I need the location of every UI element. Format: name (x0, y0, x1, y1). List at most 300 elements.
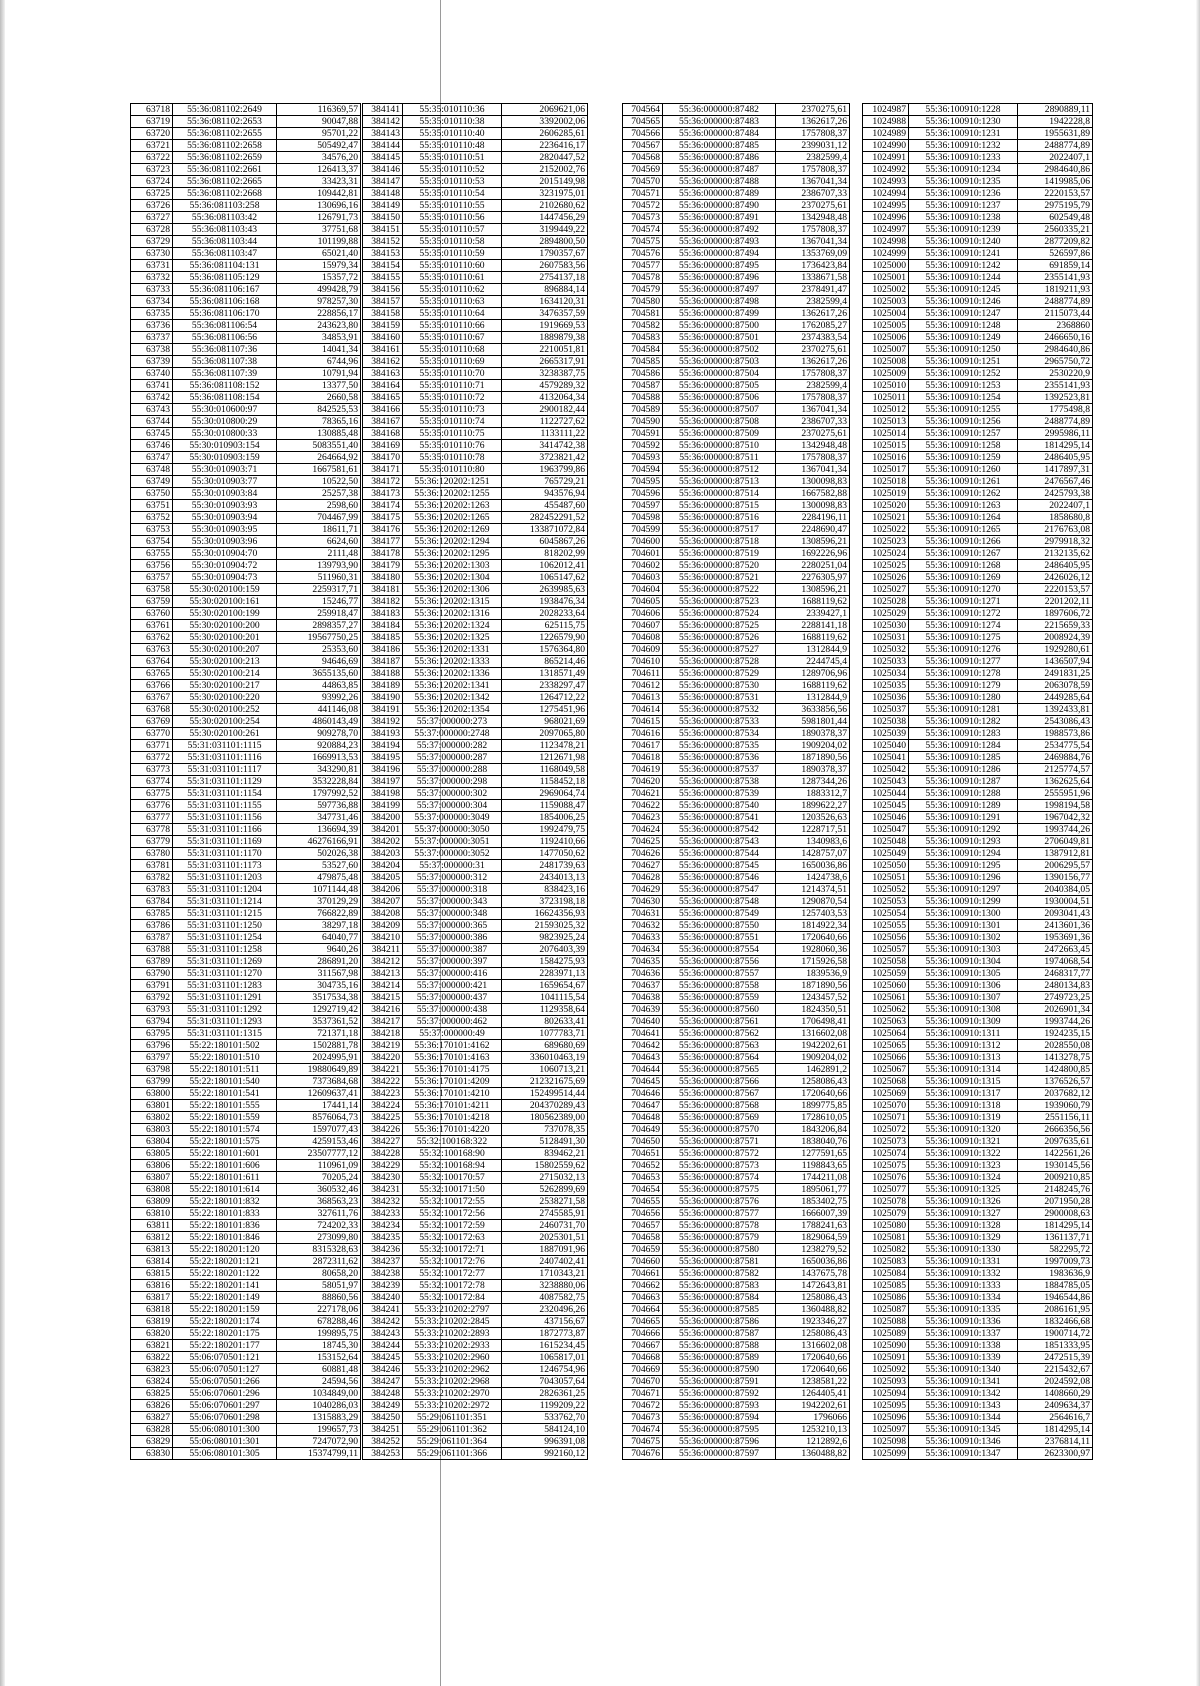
cadastral-value: 1615234,45 (502, 1340, 588, 1352)
cadastral-number: 55:36:000000:87567 (663, 1088, 776, 1100)
table-row (131, 932, 361, 944)
row-number: 384242 (363, 1316, 403, 1328)
cadastral-value: 64040,77 (277, 932, 361, 944)
cadastral-value: 1930145,56 (1018, 1160, 1093, 1172)
cadastral-value: 139793,90 (277, 560, 361, 572)
table-row (863, 1148, 1093, 1160)
cadastral-number: 55:36:100910:1258 (909, 440, 1018, 452)
cadastral-value: 58051,97 (277, 1280, 361, 1292)
row-number: 63793 (131, 1004, 173, 1016)
row-number: 384147 (363, 176, 403, 188)
table-row (131, 1280, 361, 1292)
cadastral-number: 55:22:180101:511 (173, 1064, 277, 1076)
row-number: 63776 (131, 800, 173, 812)
row-number: 384217 (363, 1016, 403, 1028)
table-row (363, 1340, 588, 1352)
cadastral-value: 2028233,64 (502, 608, 588, 620)
table-row (623, 800, 850, 812)
row-number: 384191 (363, 704, 403, 716)
cadastral-number: 55:36:120202:1255 (403, 488, 502, 500)
cadastral-value: 2623300,97 (1018, 1448, 1093, 1460)
cadastral-value: 1899775,85 (776, 1100, 850, 1112)
cadastral-value: 3537361,52 (277, 1016, 361, 1028)
table-row (131, 188, 361, 200)
cadastral-value: 2382599,4 (776, 152, 850, 164)
table-row (131, 1232, 361, 1244)
row-number: 384209 (363, 920, 403, 932)
row-number: 384151 (363, 224, 403, 236)
table-row (863, 464, 1093, 476)
row-number: 384224 (363, 1100, 403, 1112)
table-row (131, 1424, 361, 1436)
table-row (863, 164, 1093, 176)
table-row (131, 296, 361, 308)
table-row (863, 1124, 1093, 1136)
cadastral-number: 55:36:081102:2665 (173, 176, 277, 188)
row-number: 384244 (363, 1340, 403, 1352)
cadastral-number: 55:35:010110:59 (403, 248, 502, 260)
cadastral-number: 55:35:010110:57 (403, 224, 502, 236)
cadastral-number: 55:30:020100:214 (173, 668, 277, 680)
cadastral-number: 55:36:100910:1286 (909, 764, 1018, 776)
cadastral-number: 55:35:010110:63 (403, 296, 502, 308)
row-number: 384168 (363, 428, 403, 440)
cadastral-number: 55:33:210202:2893 (403, 1328, 502, 1340)
cadastral-number: 55:22:180101:555 (173, 1100, 277, 1112)
cadastral-value: 2378491,47 (776, 284, 850, 296)
row-number: 384220 (363, 1052, 403, 1064)
table-row (363, 368, 588, 380)
row-number: 1025086 (863, 1292, 909, 1304)
cadastral-number: 55:32:100172:56 (403, 1208, 502, 1220)
table-row (363, 464, 588, 476)
cadastral-number: 55:36:000000:87488 (663, 176, 776, 188)
row-number: 1025090 (863, 1340, 909, 1352)
cadastral-number: 55:32:100168:90 (403, 1148, 502, 1160)
cadastral-value: 1871890,56 (776, 752, 850, 764)
cadastral-number: 55:35:010110:48 (403, 140, 502, 152)
row-number: 1025039 (863, 728, 909, 740)
table-row (363, 884, 588, 896)
table-row (131, 1352, 361, 1364)
row-number: 1025079 (863, 1208, 909, 1220)
table-row (363, 596, 588, 608)
cadastral-value: 1814295,14 (1018, 440, 1093, 452)
cadastral-number: 55:36:100910:1344 (909, 1412, 1018, 1424)
table-row (623, 596, 850, 608)
cadastral-value: 1424800,85 (1018, 1064, 1093, 1076)
cadastral-number: 55:36:100910:1272 (909, 608, 1018, 620)
cadastral-value: 1720640,66 (776, 1352, 850, 1364)
table-row (863, 380, 1093, 392)
row-number: 704641 (623, 1028, 663, 1040)
cadastral-number: 55:36:000000:87503 (663, 356, 776, 368)
cadastral-number: 55:29:061101:366 (403, 1448, 502, 1460)
row-number: 384193 (363, 728, 403, 740)
row-number: 704600 (623, 536, 663, 548)
cadastral-value: 2076403,39 (502, 944, 588, 956)
table-row (623, 524, 850, 536)
table-row (623, 368, 850, 380)
row-number: 1025023 (863, 536, 909, 548)
row-number: 384182 (363, 596, 403, 608)
cadastral-value: 2639985,63 (502, 584, 588, 596)
cadastral-value: 2984640,86 (1018, 344, 1093, 356)
table-row (131, 1256, 361, 1268)
table-row (863, 812, 1093, 824)
row-number: 384246 (363, 1364, 403, 1376)
cadastral-value: 101199,88 (277, 236, 361, 248)
cadastral-value: 1159088,47 (502, 800, 588, 812)
row-number: 63727 (131, 212, 173, 224)
table-row (363, 524, 588, 536)
cadastral-number: 55:36:100910:1295 (909, 860, 1018, 872)
table-row (131, 392, 361, 404)
cadastral-number: 55:33:210202:2797 (403, 1304, 502, 1316)
table-row (131, 140, 361, 152)
cadastral-value: 2969064,74 (502, 788, 588, 800)
cadastral-number: 55:36:000000:87556 (663, 956, 776, 968)
row-number: 384174 (363, 500, 403, 512)
cadastral-number: 55:36:000000:87547 (663, 884, 776, 896)
cadastral-value: 1710343,21 (502, 1268, 588, 1280)
cadastral-value: 1292719,42 (277, 1004, 361, 1016)
cadastral-value: 25353,60 (277, 644, 361, 656)
table-row (363, 164, 588, 176)
table-row (863, 1256, 1093, 1268)
row-number: 63809 (131, 1196, 173, 1208)
row-number: 384210 (363, 932, 403, 944)
cadastral-number: 55:36:100910:1304 (909, 956, 1018, 968)
cadastral-number: 55:36:100910:1283 (909, 728, 1018, 740)
row-number: 1025064 (863, 1028, 909, 1040)
cadastral-value: 3476357,59 (502, 308, 588, 320)
cadastral-value: 15246,77 (277, 596, 361, 608)
cadastral-value: 625115,75 (502, 620, 588, 632)
table-row (863, 188, 1093, 200)
row-number: 63826 (131, 1400, 173, 1412)
table-row (623, 740, 850, 752)
table-row (623, 896, 850, 908)
cadastral-number: 55:36:100910:1291 (909, 812, 1018, 824)
cadastral-value: 2376814,11 (1018, 1436, 1093, 1448)
row-number: 384232 (363, 1196, 403, 1208)
table-row (363, 1232, 588, 1244)
row-number: 384201 (363, 824, 403, 836)
table-row (863, 140, 1093, 152)
cadastral-number: 55:30:020100:220 (173, 692, 277, 704)
cadastral-value: 282452291,52 (502, 512, 588, 524)
cadastral-value: 2215659,33 (1018, 620, 1093, 632)
cadastral-number: 55:36:100910:1244 (909, 272, 1018, 284)
cadastral-value: 2386707,33 (776, 416, 850, 428)
cadastral-value: 2551156,11 (1018, 1112, 1093, 1124)
cadastral-number: 55:36:000000:87507 (663, 404, 776, 416)
cadastral-value: 15357,72 (277, 272, 361, 284)
row-number: 384146 (363, 164, 403, 176)
row-number: 1025094 (863, 1388, 909, 1400)
table-row (623, 656, 850, 668)
row-number: 384153 (363, 248, 403, 260)
cadastral-number: 55:31:031101:1258 (173, 944, 277, 956)
table-row (623, 980, 850, 992)
cadastral-number: 55:32:100172:63 (403, 1232, 502, 1244)
cadastral-value: 1362617,26 (776, 356, 850, 368)
cadastral-number: 55:36:000000:87559 (663, 992, 776, 1004)
cadastral-number: 55:36:100910:1325 (909, 1184, 1018, 1196)
cadastral-number: 55:36:100910:1308 (909, 1004, 1018, 1016)
cadastral-value: 3723198,18 (502, 896, 588, 908)
cadastral-number: 55:31:031101:1154 (173, 788, 277, 800)
cadastral-number: 55:36:100910:1240 (909, 236, 1018, 248)
cadastral-value: 2409634,37 (1018, 1400, 1093, 1412)
table-row (623, 476, 850, 488)
table-row (363, 692, 588, 704)
cadastral-number: 55:36:100910:1302 (909, 932, 1018, 944)
table-row (131, 464, 361, 476)
row-number: 63813 (131, 1244, 173, 1256)
cadastral-number: 55:36:000000:87595 (663, 1424, 776, 1436)
row-number: 704635 (623, 956, 663, 968)
cadastral-number: 55:06:070601:296 (173, 1388, 277, 1400)
table-row (623, 944, 850, 956)
row-number: 63741 (131, 380, 173, 392)
cadastral-value: 1967042,32 (1018, 812, 1093, 824)
cadastral-number: 55:36:081106:167 (173, 284, 277, 296)
cadastral-value: 1287344,26 (776, 776, 850, 788)
table-row (623, 704, 850, 716)
cadastral-number: 55:35:010110:67 (403, 332, 502, 344)
table-row (363, 104, 588, 116)
row-number: 63796 (131, 1040, 173, 1052)
row-number: 1025093 (863, 1376, 909, 1388)
table-row (863, 1280, 1093, 1292)
table-row (863, 212, 1093, 224)
cadastral-value: 2754137,18 (502, 272, 588, 284)
table-row (623, 1088, 850, 1100)
table-row (863, 356, 1093, 368)
cadastral-value: 1895061,77 (776, 1184, 850, 1196)
table-row (863, 1064, 1093, 1076)
row-number: 704645 (623, 1076, 663, 1088)
cadastral-value: 3238387,75 (502, 368, 588, 380)
cadastral-value: 526597,86 (1018, 248, 1093, 260)
cadastral-value: 1993744,26 (1018, 824, 1093, 836)
table-row (363, 212, 588, 224)
cadastral-number: 55:32:100172:55 (403, 1196, 502, 1208)
table-row (131, 224, 361, 236)
cadastral-number: 55:22:180201:174 (173, 1316, 277, 1328)
row-number: 384245 (363, 1352, 403, 1364)
cadastral-value: 18745,30 (277, 1340, 361, 1352)
table-row (863, 944, 1093, 956)
table-row (363, 1028, 588, 1040)
table-row (863, 632, 1093, 644)
cadastral-value: 1300098,83 (776, 500, 850, 512)
row-number: 704588 (623, 392, 663, 404)
cadastral-number: 55:37:000000:397 (403, 956, 502, 968)
cadastral-value: 909278,70 (277, 728, 361, 740)
table-row (363, 1136, 588, 1148)
cadastral-number: 55:30:020100:161 (173, 596, 277, 608)
table-row (623, 932, 850, 944)
table-row (863, 860, 1093, 872)
table-row (863, 116, 1093, 128)
table-row (863, 1340, 1093, 1352)
row-number: 704672 (623, 1400, 663, 1412)
row-number: 384228 (363, 1148, 403, 1160)
cadastral-number: 55:30:010903:71 (173, 464, 277, 476)
cadastral-number: 55:36:100910:1270 (909, 584, 1018, 596)
cadastral-number: 55:36:100910:1252 (909, 368, 1018, 380)
cadastral-value: 304735,16 (277, 980, 361, 992)
row-number: 384194 (363, 740, 403, 752)
cadastral-value: 691859,14 (1018, 260, 1093, 272)
row-number: 63751 (131, 500, 173, 512)
cadastral-value: 1883312,7 (776, 788, 850, 800)
row-number: 63734 (131, 296, 173, 308)
row-number: 384197 (363, 776, 403, 788)
table-row (363, 848, 588, 860)
row-number: 63746 (131, 440, 173, 452)
row-number: 1025070 (863, 1100, 909, 1112)
table-row (863, 1016, 1093, 1028)
row-number: 63802 (131, 1112, 173, 1124)
cadastral-number: 55:36:000000:87518 (663, 536, 776, 548)
row-number: 1025097 (863, 1424, 909, 1436)
row-number: 1024997 (863, 224, 909, 236)
cadastral-value: 1077783,71 (502, 1028, 588, 1040)
cadastral-value: 766822,89 (277, 908, 361, 920)
table-row (131, 536, 361, 548)
table-row (363, 1364, 588, 1376)
cadastral-number: 55:37:000000:282 (403, 740, 502, 752)
row-number: 704577 (623, 260, 663, 272)
cadastral-value: 33423,31 (277, 176, 361, 188)
row-number: 1024988 (863, 116, 909, 128)
table-row (863, 620, 1093, 632)
cadastral-value: 1065817,01 (502, 1352, 588, 1364)
cadastral-value: 2413601,36 (1018, 920, 1093, 932)
table-row (363, 248, 588, 260)
row-number: 63815 (131, 1268, 173, 1280)
table-row (363, 956, 588, 968)
table-row (131, 608, 361, 620)
cadastral-value: 1060713,21 (502, 1064, 588, 1076)
cadastral-number: 55:36:100910:1235 (909, 176, 1018, 188)
cadastral-number: 55:22:180201:141 (173, 1280, 277, 1292)
table-row (623, 392, 850, 404)
cadastral-value: 1669913,53 (277, 752, 361, 764)
cadastral-value: 1275451,96 (502, 704, 588, 716)
cadastral-number: 55:36:000000:87485 (663, 140, 776, 152)
table-row (131, 272, 361, 284)
cadastral-number: 55:22:180101:833 (173, 1208, 277, 1220)
table-row (131, 416, 361, 428)
row-number: 1025011 (863, 392, 909, 404)
table-row (623, 1220, 850, 1232)
table-row (863, 1112, 1093, 1124)
cadastral-value: 1133111,22 (502, 428, 588, 440)
row-number: 1025044 (863, 788, 909, 800)
cadastral-number: 55:36:000000:87592 (663, 1388, 776, 1400)
cadastral-number: 55:37:000000:298 (403, 776, 502, 788)
table-row (131, 1208, 361, 1220)
table-row (131, 1400, 361, 1412)
table-row (623, 272, 850, 284)
table-row (623, 620, 850, 632)
cadastral-number: 55:36:100910:1256 (909, 416, 1018, 428)
table-row (363, 572, 588, 584)
cadastral-value: 259918,47 (277, 608, 361, 620)
row-number: 63808 (131, 1184, 173, 1196)
row-number: 704652 (623, 1160, 663, 1172)
row-number: 63781 (131, 860, 173, 872)
cadastral-number: 55:36:120202:1304 (403, 572, 502, 584)
table-row (863, 680, 1093, 692)
table-row (131, 752, 361, 764)
row-number: 1025073 (863, 1136, 909, 1148)
table-row (363, 404, 588, 416)
cadastral-value: 1757808,37 (776, 452, 850, 464)
cadastral-number: 55:36:120202:1333 (403, 656, 502, 668)
cadastral-number: 55:36:100910:1284 (909, 740, 1018, 752)
cadastral-number: 55:33:210202:2960 (403, 1352, 502, 1364)
cadastral-number: 55:36:000000:87501 (663, 332, 776, 344)
cadastral-number: 55:36:000000:87498 (663, 296, 776, 308)
cadastral-number: 55:30:010903:95 (173, 524, 277, 536)
cadastral-value: 5128491,30 (502, 1136, 588, 1148)
cadastral-value: 1597077,43 (277, 1124, 361, 1136)
cadastral-value: 1998194,58 (1018, 800, 1093, 812)
cadastral-number: 55:36:100910:1293 (909, 836, 1018, 848)
cadastral-value: 153152,64 (277, 1352, 361, 1364)
table-row (363, 1148, 588, 1160)
row-number: 384181 (363, 584, 403, 596)
row-number: 704587 (623, 380, 663, 392)
cadastral-number: 55:36:081104:131 (173, 260, 277, 272)
row-number: 384205 (363, 872, 403, 884)
table-row (863, 548, 1093, 560)
cadastral-value: 2284196,11 (776, 512, 850, 524)
cadastral-value: 1253210,13 (776, 1424, 850, 1436)
cadastral-number: 55:37:000000:318 (403, 884, 502, 896)
cadastral-value: 1040286,03 (277, 1400, 361, 1412)
cadastral-value: 21593025,32 (502, 920, 588, 932)
table-row (363, 1016, 588, 1028)
cadastral-number: 55:36:000000:87530 (663, 680, 776, 692)
table-row (623, 1076, 850, 1088)
cadastral-value: 1688119,62 (776, 596, 850, 608)
cadastral-number: 55:36:170101:4162 (403, 1040, 502, 1052)
table-row (363, 416, 588, 428)
cadastral-value: 1258086,43 (776, 1292, 850, 1304)
row-number: 63778 (131, 824, 173, 836)
table-row (363, 932, 588, 944)
table-row (131, 560, 361, 572)
cadastral-number: 55:06:080101:301 (173, 1436, 277, 1448)
cadastral-value: 15374799,11 (277, 1448, 361, 1460)
table-row (863, 644, 1093, 656)
row-number: 384231 (363, 1184, 403, 1196)
table-row (623, 1340, 850, 1352)
cadastral-number: 55:36:081103:44 (173, 236, 277, 248)
row-number: 63769 (131, 716, 173, 728)
cadastral-number: 55:36:000000:87534 (663, 728, 776, 740)
row-number: 704649 (623, 1124, 663, 1136)
cadastral-number: 55:36:120202:1331 (403, 644, 502, 656)
row-number: 704659 (623, 1244, 663, 1256)
